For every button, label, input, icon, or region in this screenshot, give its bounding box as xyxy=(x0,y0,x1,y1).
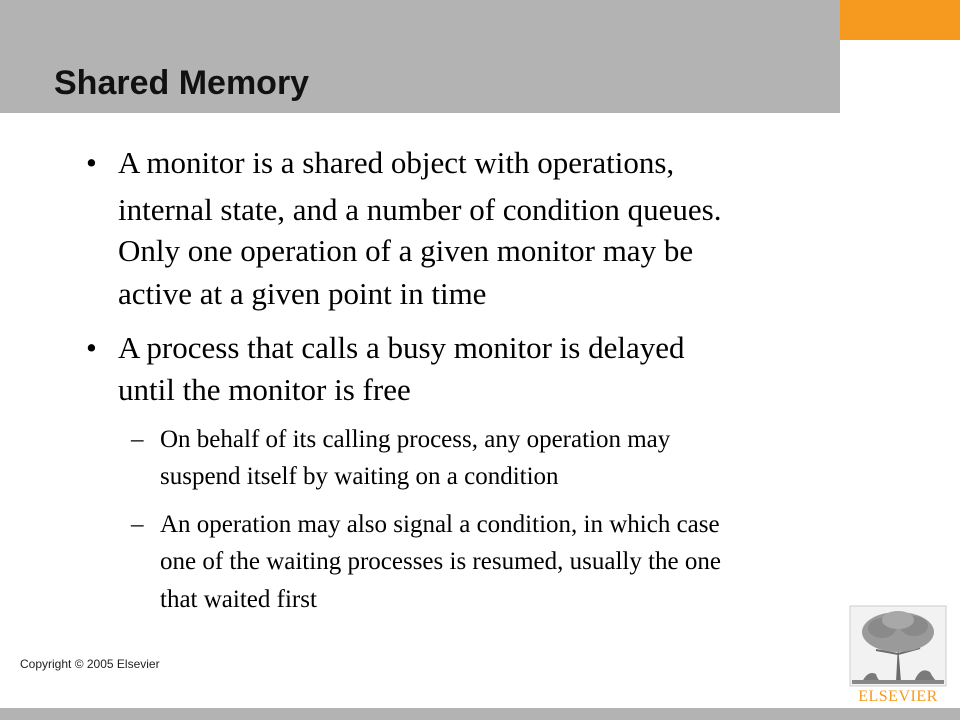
bullet-1-line-2: internal state, and a number of condition queues. xyxy=(118,192,722,227)
bullet-1-line-3: Only one operation of a given monitor may be xyxy=(118,233,694,268)
sub-bullet-1-line-2: suspend itself by waiting on a condition xyxy=(160,463,559,490)
bullet-2-line-1: A process that calls a busy monitor is delayed xyxy=(118,330,685,365)
bullet-1-line-4: active at a given point in time xyxy=(118,276,487,311)
sub-bullet-marker: – xyxy=(131,426,144,453)
bullet-2-line-2: until the monitor is free xyxy=(118,372,411,407)
sub-bullet-2-line-3: that waited first xyxy=(160,586,317,613)
slide-title: Shared Memory xyxy=(54,64,310,102)
sub-bullet-marker: – xyxy=(131,511,144,538)
orange-accent-block xyxy=(840,0,960,40)
copyright-notice: Copyright © 2005 Elsevier xyxy=(20,657,160,671)
sub-bullet-2-line-1: An operation may also signal a condition, in which case xyxy=(160,511,720,538)
sub-bullet-2-line-2: one of the waiting processes is resumed, usually the one xyxy=(160,548,721,575)
bullet-1-line-1: A monitor is a shared object with operations, xyxy=(118,145,675,180)
elsevier-logo-text: ELSEVIER xyxy=(858,688,938,705)
bottom-bar xyxy=(0,708,960,720)
bullet-marker: • xyxy=(86,145,97,180)
bullet-marker: • xyxy=(86,330,97,365)
sub-bullet-1-line-1: On behalf of its calling process, any operation may xyxy=(160,426,671,453)
